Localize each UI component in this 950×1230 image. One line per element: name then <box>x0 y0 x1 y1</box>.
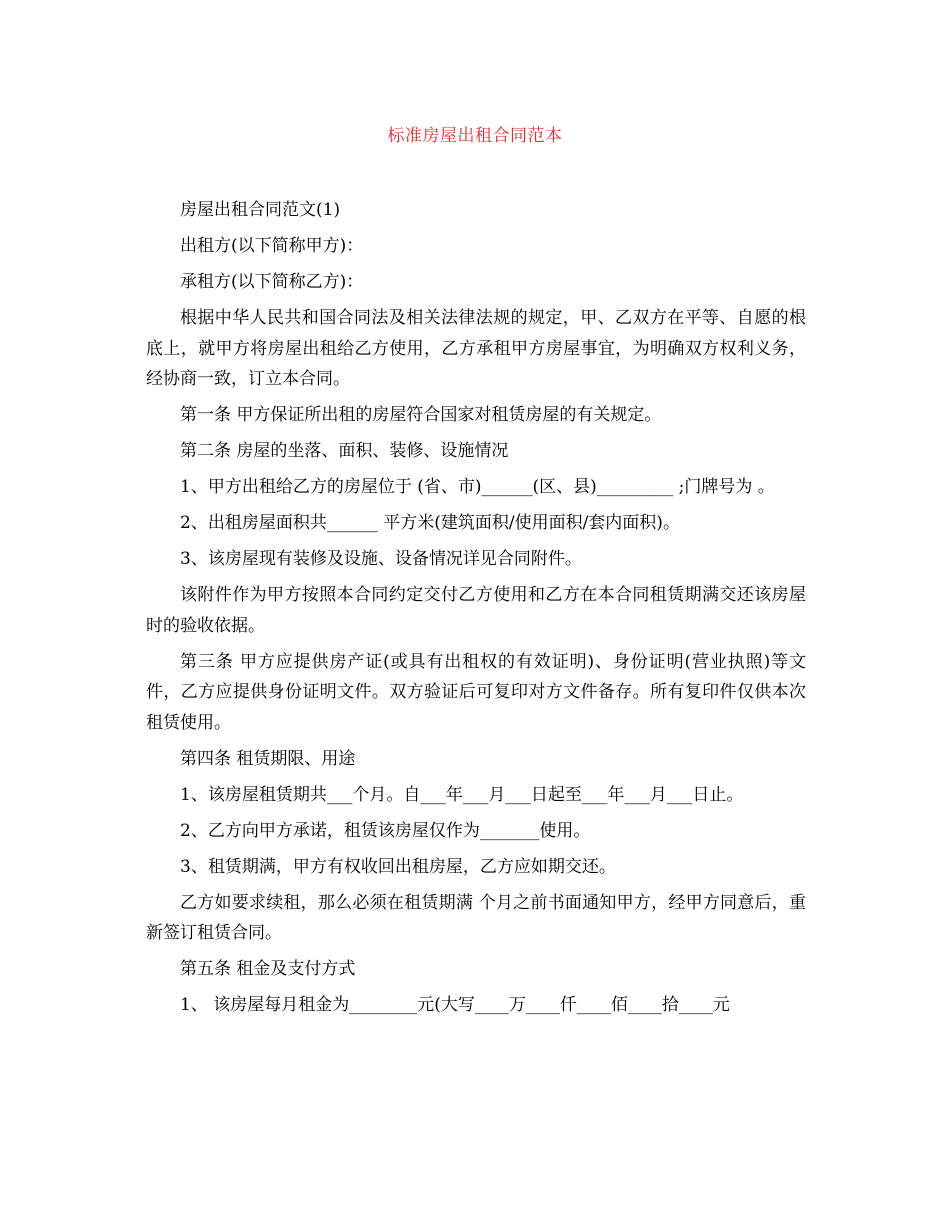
paragraph-article-4-item-3: 3、租赁期满，甲方有权收回出租房屋，乙方应如期交还。 <box>180 856 616 877</box>
document-body <box>146 195 806 1026</box>
paragraph-article-4-item-2: 2、乙方向甲方承诺，租赁该房屋仅作为_______使用。 <box>180 820 591 841</box>
paragraph-article-3: 第三条 甲方应提供房产证(或具有出租权的有效证明)、身份证明(营业执照)等文件，乙方应提供身份证明文件。双方验证后可复印对方文件备存。所有复印件仅供本次租赁使用。 <box>146 651 806 733</box>
paragraph-preamble: 根据中华人民共和国合同法及相关法律法规的规定，甲、乙双方在平等、自愿的根底上，就甲方将房屋出租给乙方使用，乙方承租甲方房屋事宜，为明确双方权利义务，经协商一致，订立本合同。 <box>146 308 806 389</box>
paragraph-article-2-item-1: 1、甲方出租给乙方的房屋位于 (省、市)______(区、县)_________ ;门牌号为 。 <box>180 477 775 497</box>
paragraph-renewal: 乙方如要求续租，那么必须在租赁期满 个月之前书面通知甲方，经甲方同意后，重新签订租赁合同。 <box>146 892 806 943</box>
document-title: 标准房屋出租合同范本 <box>387 126 563 146</box>
paragraph-article-2-item-3: 3、该房屋现有装修及设施、设备情况详见合同附件。 <box>180 549 582 569</box>
paragraph-contract-sample-heading: 房屋出租合同范文(1) <box>180 200 341 220</box>
paragraph-article-2-heading: 第二条 房屋的坐落、面积、装修、设施情况 <box>180 441 509 461</box>
paragraph-annex-note: 该附件作为甲方按照本合同约定交付乙方使用和乙方在本合同租赁期满交还该房屋时的验收依据。 <box>146 585 806 636</box>
paragraph-article-4-item-1: 1、该房屋租赁期共___个月。自___年___月___日起至___年___月___日止。 <box>180 784 744 805</box>
paragraph-article-5-heading: 第五条 租金及支付方式 <box>180 959 356 979</box>
paragraph-article-4-heading: 第四条 租赁期限、用途 <box>180 748 356 769</box>
paragraph-article-1: 第一条 甲方保证所出租的房屋符合国家对租赁房屋的有关规定。 <box>180 405 662 425</box>
paragraph-lessee: 承租方(以下简称乙方)： <box>180 272 364 292</box>
paragraph-article-2-item-2: 2、出租房屋面积共______ 平方米(建筑面积/使用面积/套内面积)。 <box>180 513 680 533</box>
paragraph-lessor: 出租方(以下简称甲方)： <box>180 236 364 256</box>
paragraph-article-5-item-1: 1、 该房屋每月租金为________元(大写____万____仟____佰____拾____元 <box>180 995 730 1015</box>
